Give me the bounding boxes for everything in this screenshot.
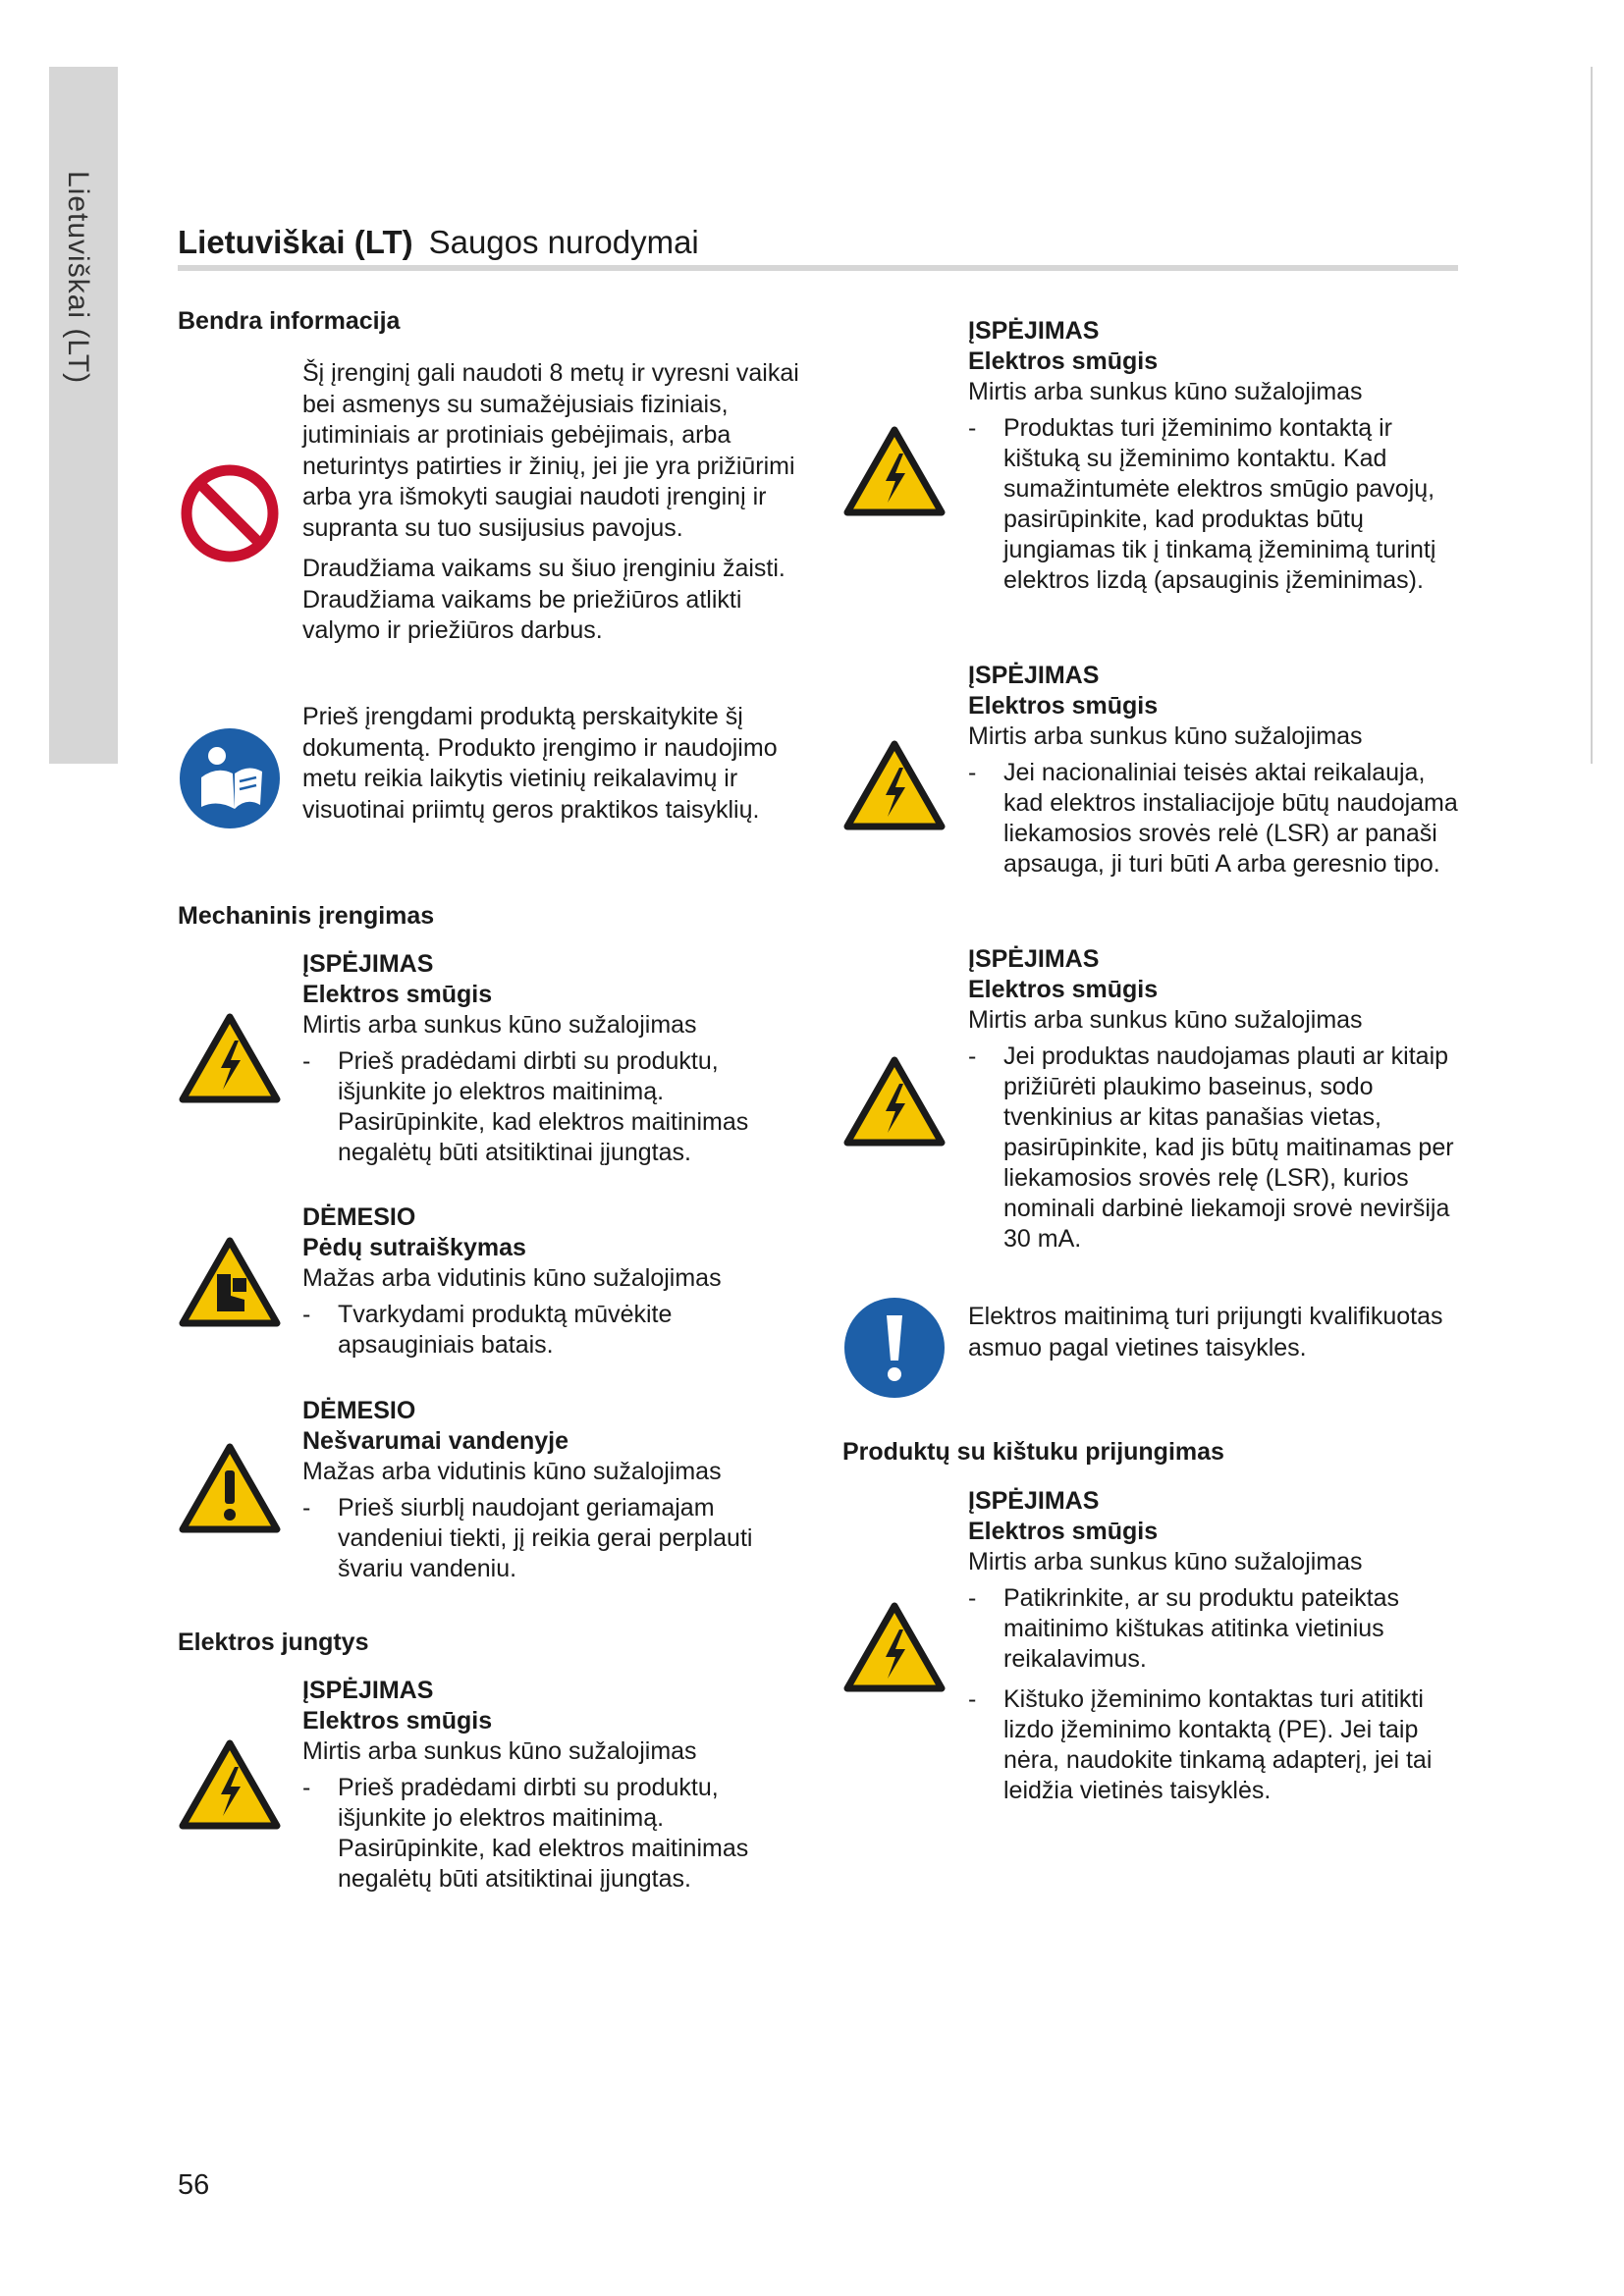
section-heading-electrical: Elektros jungtys xyxy=(178,1629,369,1656)
title-language: Lietuviškai (LT) xyxy=(178,224,413,260)
consequence-text: Mirtis arba sunkus kūno sužalojimas xyxy=(968,1006,1363,1034)
foot-crush-warning-icon xyxy=(178,1235,282,1329)
signal-word: DĖMESIO xyxy=(302,1203,416,1231)
prohibition-icon xyxy=(178,461,282,565)
list-item: - Prieš pradėdami dirbti su produktu, išjunkite jo elektros maitinimą. Pasirūpinkite, kad elektros maitinimas negalėtų būti atsitiktinai įjungtas. xyxy=(302,1774,749,1893)
children-paragraph-1: Šį įrenginį gali naudoti 8 metų ir vyresni vaikai bei asmenys su sumažėjusiais fiziniais, jutiminiais ar protiniais gebėjimais, arba neturintys patirties ir žinių, jei jie yra prižiūrimi arba yra išmokyti saugiai naudoti įrenginį ir supranta su tuo susijusius pavojus. xyxy=(302,359,799,542)
hazard-label: Elektros smūgis xyxy=(968,1518,1159,1545)
electric-shock-warning-icon xyxy=(842,424,947,518)
hazard-label: Elektros smūgis xyxy=(968,976,1159,1003)
general-warning-icon xyxy=(178,1441,282,1535)
signal-word: ĮSPĖJIMAS xyxy=(302,950,434,978)
warning-right-earth xyxy=(968,316,1469,606)
hazard-label: Elektros smūgis xyxy=(302,1707,493,1735)
bullet-dash: - xyxy=(968,414,977,442)
signal-word: ĮSPĖJIMAS xyxy=(968,317,1100,345)
bullet-dash: - xyxy=(968,1042,977,1070)
electric-shock-warning-icon xyxy=(842,1600,947,1694)
right-rule xyxy=(1591,67,1593,764)
qualified-person-text xyxy=(968,1302,1459,1373)
page-number: 56 xyxy=(178,2169,210,2201)
electric-shock-warning-icon xyxy=(178,1011,282,1105)
consequence-text: Mirtis arba sunkus kūno sužalojimas xyxy=(302,1011,697,1039)
bullet-dash: - xyxy=(968,1685,977,1713)
bullet-dash: - xyxy=(968,1584,977,1612)
electric-shock-warning-icon xyxy=(842,1054,947,1148)
qualified-person-paragraph: Elektros maitinimą turi prijungti kvalifikuotas asmuo pagal vietines taisykles. xyxy=(968,1303,1443,1362)
hazard-label: Elektros smūgis xyxy=(968,347,1159,375)
signal-word: ĮSPĖJIMAS xyxy=(968,945,1100,973)
signal-word: ĮSPĖJIMAS xyxy=(968,662,1100,689)
side-tab-label: Lietuviškai (LT) xyxy=(62,171,94,385)
warning-mech-water xyxy=(302,1396,813,1594)
title-divider xyxy=(178,265,1458,271)
signal-word: ĮSPĖJIMAS xyxy=(302,1677,434,1704)
electric-shock-warning-icon xyxy=(178,1737,282,1832)
read-manual-paragraph: Prieš įrengdami produktą perskaitykite šį dokumentą. Produkto įrengimo ir naudojimo metu reikia laikytis vietinių reikalavimų ir visuotinai priimtų geros praktikos taisyklių. xyxy=(302,703,778,824)
bullet-dash: - xyxy=(302,1301,311,1328)
signal-word: ĮSPĖJIMAS xyxy=(968,1487,1100,1515)
warning-elec-shock xyxy=(302,1676,813,1904)
children-usage-text xyxy=(302,358,803,657)
list-item: - Tvarkydami produktą mūvėkite apsauginiais batais. xyxy=(302,1301,673,1359)
bullet-dash: - xyxy=(968,759,977,786)
warning-right-pool xyxy=(968,944,1469,1264)
list-item: - Prieš siurblį naudojant geriamajam vandeniui tiekti, jį reikia gerai perplauti švariu vandeniu. xyxy=(302,1494,753,1582)
list-item: - Jei produktas naudojamas plauti ar kitaip prižiūrėti plaukimo baseinus, sodo tvenkinius ar kitas panašias vietas, pasirūpinkite, kad jis būtų maitinamas per liekamosios srovės relę (LSR), kurios nominali darbinė liekamoji srovė neviršija 30 mA. xyxy=(968,1042,1454,1253)
consequence-text: Mirtis arba sunkus kūno sužalojimas xyxy=(968,722,1363,750)
list-item: - Patikrinkite, ar su produktu pateiktas maitinimo kištukas atitinka vietinius reikalavimus. xyxy=(968,1584,1399,1673)
hazard-label: Nešvarumai vandenyje xyxy=(302,1427,568,1455)
children-paragraph-2: Draudžiama vaikams su šiuo įrenginiu žaisti. Draudžiama vaikams be priežiūros atlikti valymo ir priežiūros darbus. xyxy=(302,555,785,644)
section-heading-general: Bendra informacija xyxy=(178,307,401,335)
signal-word: DĖMESIO xyxy=(302,1397,416,1424)
section-heading-plug: Produktų su kištuku prijungimas xyxy=(842,1438,1224,1466)
consequence-text: Mirtis arba sunkus kūno sužalojimas xyxy=(968,378,1363,405)
page-title xyxy=(178,224,699,261)
hazard-label: Pėdų sutraiškymas xyxy=(302,1234,526,1261)
consequence-text: Mirtis arba sunkus kūno sužalojimas xyxy=(968,1548,1363,1575)
list-item: - Prieš pradėdami dirbti su produktu, išjunkite jo elektros maitinimą. Pasirūpinkite, kad elektros maitinimas negalėtų būti atsitiktinai įjungtas. xyxy=(302,1047,749,1166)
read-manual-text xyxy=(302,702,803,835)
list-item: - Jei nacionaliniai teisės aktai reikalauja, kad elektros instaliacijoje būtų naudojama liekamosios srovės relė (LSR) ar panaši apsauga, ji turi būti A arba geresnio tipo. xyxy=(968,759,1458,878)
bullet-dash: - xyxy=(302,1494,311,1522)
consequence-text: Mažas arba vidutinis kūno sužalojimas xyxy=(302,1458,722,1485)
warning-plug-shock xyxy=(968,1486,1469,1816)
consequence-text: Mažas arba vidutinis kūno sužalojimas xyxy=(302,1264,722,1292)
hazard-label: Elektros smūgis xyxy=(302,981,493,1008)
consequence-text: Mirtis arba sunkus kūno sužalojimas xyxy=(302,1737,697,1765)
list-item: - Produktas turi įžeminimo kontaktą ir kištuką su įžeminimo kontaktu. Kad sumažintumėte elektros smūgio pavojų, pasirūpinkite, kad produktas būtų jungiamas tik į tinkamą įžeminimą turintį elektros lizdą (apsauginis įžeminimas). xyxy=(968,414,1436,594)
read-manual-icon xyxy=(178,726,282,830)
warning-mech-feet xyxy=(302,1202,813,1370)
section-heading-mechanical: Mechaninis įrengimas xyxy=(178,902,435,930)
bullet-dash: - xyxy=(302,1774,311,1801)
mandatory-exclamation-icon xyxy=(842,1296,947,1400)
title-text: Saugos nurodymai xyxy=(428,224,699,260)
bullet-dash: - xyxy=(302,1047,311,1075)
warning-mech-shock xyxy=(302,949,813,1178)
list-item: - Kištuko įžeminimo kontaktas turi atitikti lizdo įžeminimo kontaktą (PE). Jei taip nėra, naudokite tinkamą adapterį, jei tai leidžia vietinės taisyklės. xyxy=(968,1685,1433,1804)
electric-shock-warning-icon xyxy=(842,738,947,832)
warning-right-lsr xyxy=(968,661,1469,889)
hazard-label: Elektros smūgis xyxy=(968,692,1159,720)
